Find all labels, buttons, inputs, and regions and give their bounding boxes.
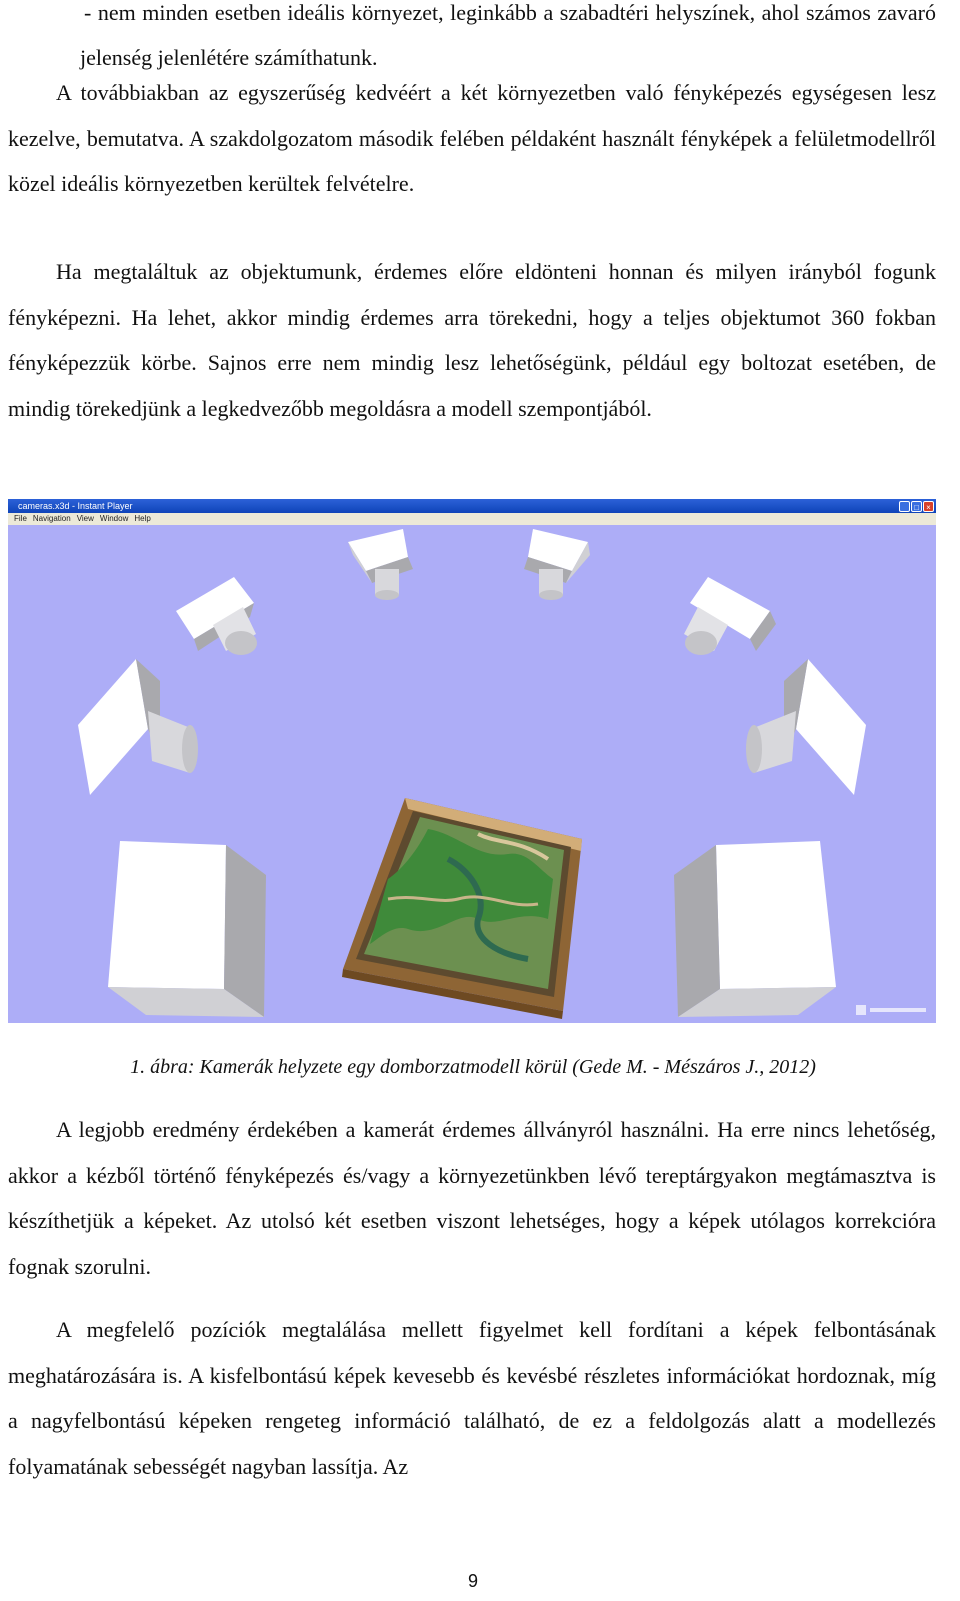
paragraph-environment: A továbbiakban az egyszerűség kedvéért a két környezetben való fényképezés egységesen lesz kezelve, bemutatva. A szakdolgozatom második felében példaként használt fényképek a felületmodellről közel ideális környezetben kerültek felvételre. — [8, 80, 936, 196]
camera-lower-right — [674, 841, 836, 1017]
paragraph-resolution: A megfelelő pozíciók megtalálása mellett figyelmet kell fordítani a képek felbontásának meghatározására is. A kisfelbontású képek kevesebb és kevésbé részletes információkat hordoznak, míg a nagyfelbontású képeken rengeteg információ található, de ez a feldolgozás alatt a modellezés folyamatának sebességét nagyban lassítja. Az — [8, 1317, 936, 1479]
maximize-button[interactable]: □ — [911, 501, 922, 512]
camera-top-right — [524, 529, 590, 600]
window-controls — [898, 500, 934, 512]
camera-mid-right — [746, 659, 866, 795]
camera-upper-right — [684, 577, 776, 655]
window-title: cameras.x3d - Instant Player — [18, 501, 133, 511]
menu-view[interactable]: View — [76, 514, 94, 523]
camera-upper-left — [176, 577, 257, 655]
menu-navigation[interactable]: Navigation — [32, 514, 71, 523]
player-logo-icon — [856, 1003, 928, 1017]
camera-mid-left — [78, 659, 198, 795]
bullet-paragraph: - nem minden esetben ideális környezet, leginkább a szabadtéri helyszínek, ahol számos zavaró jelenség jelenlétére számíthatunk. — [80, 0, 936, 70]
camera-scene — [8, 499, 936, 1023]
window-titlebar — [8, 499, 936, 513]
figure-caption: 1. ábra: Kamerák helyzete egy domborzatmodell körül (Gede M. - Mészáros J., 2012) — [130, 1056, 816, 1078]
page-number: 9 — [467, 1571, 478, 1591]
camera-top-left — [348, 529, 413, 600]
terrain-model — [342, 798, 582, 1019]
menu-file[interactable]: File — [14, 514, 27, 523]
menu-window[interactable]: Window — [99, 514, 129, 523]
minimize-button[interactable]: _ — [899, 501, 910, 512]
camera-lower-left — [108, 841, 266, 1017]
window-menubar — [8, 513, 936, 525]
paragraph-direction: Ha megtaláltuk az objektumunk, érdemes előre eldönteni honnan és milyen irányból fogunk fényképezni. Ha lehet, akkor mindig érdemes arra törekedni, hogy a teljes objektumot 360 fokban fényképezzük körbe. Sajnos erre nem mindig lesz lehetőségünk, például egy boltozat esetében, de mindig törekedjünk a legkedvezőbb megoldásra a modell szempontjából. — [8, 259, 936, 421]
paragraph-tripod: A legjobb eredmény érdekében a kamerát érdemes állványról használni. Ha erre nincs lehetőség, akkor a kézből történő fényképezés és/vagy a környezetünkben lévő tereptárgyakon megtámasztva is készíthetjük a képeket. Az utolsó két esetben viszont lehetséges, hogy a képek utólagos korrekcióra fognak szorulni. — [8, 1117, 936, 1279]
close-button[interactable]: × — [923, 501, 934, 512]
camera-positions-figure — [8, 499, 936, 1023]
menu-help[interactable]: Help — [134, 514, 151, 523]
